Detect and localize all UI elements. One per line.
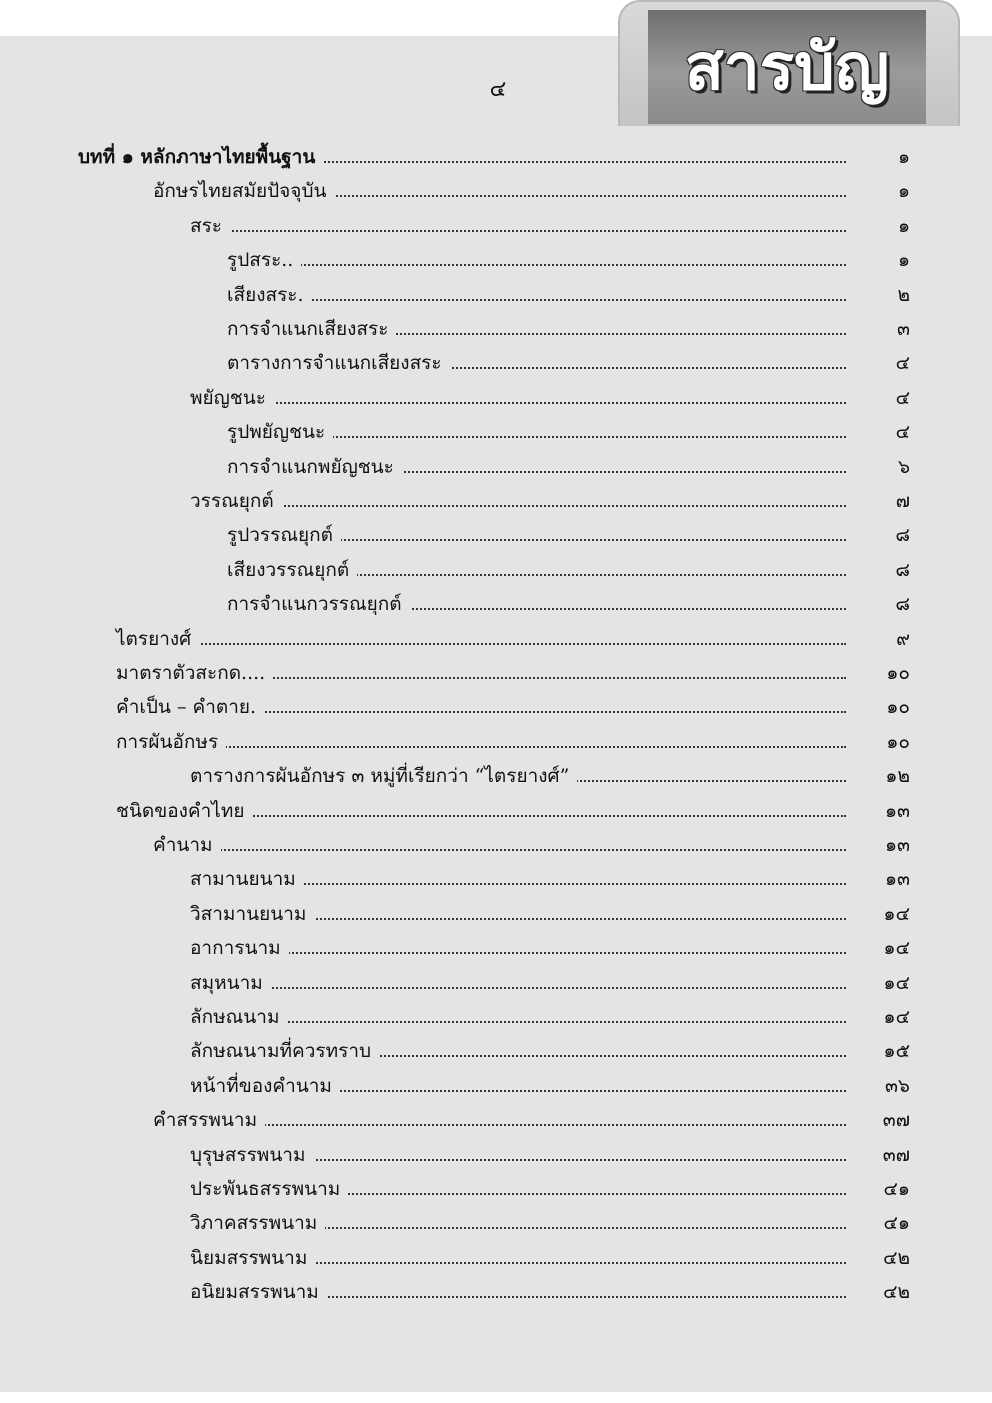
toc-entry bbox=[0, 1071, 992, 1101]
toc-entry-page: ๔๒ bbox=[883, 1246, 910, 1269]
toc-entry bbox=[0, 933, 992, 963]
toc-entry bbox=[0, 899, 992, 929]
toc-entry-label: พยัญชนะ bbox=[190, 383, 274, 413]
toc-entry-label: คำนาม bbox=[153, 830, 221, 860]
toc-entry-page: ๓๖ bbox=[884, 1074, 910, 1097]
dot-leader bbox=[163, 849, 846, 851]
toc-entry-label: อาการนาม bbox=[190, 933, 289, 963]
toc-entry-label: สมุหนาม bbox=[190, 968, 271, 998]
toc-entry-page: ๑๓ bbox=[884, 868, 910, 891]
toc-entry bbox=[0, 727, 992, 757]
toc-entry-label: การจำแนกวรรณยุกต์ bbox=[227, 589, 410, 619]
toc-entry-label: วรรณยุกต์ bbox=[190, 486, 282, 516]
toc-entry bbox=[0, 314, 992, 344]
toc-entry-label: บุรุษสรรพนาม bbox=[190, 1140, 314, 1170]
toc-entry bbox=[0, 692, 992, 722]
toc-entry-page: ๑๔ bbox=[883, 1006, 910, 1028]
dot-leader bbox=[237, 264, 846, 266]
toc-entry bbox=[0, 383, 992, 413]
dot-leader bbox=[163, 1124, 846, 1126]
toc-entry-page: ๓๗ bbox=[882, 1143, 910, 1166]
toc-entry-page: ๔ bbox=[895, 386, 910, 409]
toc-entry-page: ๑๔ bbox=[883, 937, 910, 960]
toc-entry-page: ๘ bbox=[895, 524, 910, 547]
toc-entry-label: ตารางการจำแนกเสียงสระ bbox=[227, 348, 450, 378]
toc-entry bbox=[0, 417, 992, 447]
toc-entry-label: บทที่ ๑ หลักภาษาไทยพื้นฐาน bbox=[78, 142, 323, 172]
dot-leader bbox=[200, 402, 846, 404]
toc-entry-label: รูปวรรณยุกต์ bbox=[227, 520, 341, 550]
toc-entry-label: หน้าที่ของคำนาม bbox=[190, 1071, 340, 1101]
toc-entry bbox=[0, 1036, 992, 1066]
toc-entry-page: ๑๓ bbox=[884, 834, 910, 856]
toc-entry bbox=[0, 1140, 992, 1170]
toc-entry bbox=[0, 520, 992, 550]
toc-entry-page: ๑ bbox=[897, 146, 910, 168]
toc-entry bbox=[0, 176, 992, 206]
toc-entry-label: ลักษณนาม bbox=[190, 1002, 287, 1032]
toc-entry bbox=[0, 624, 992, 654]
dot-leader bbox=[200, 505, 846, 507]
toc-entry bbox=[0, 142, 992, 172]
toc-entry bbox=[0, 1002, 992, 1032]
toc-entry-label: อักษรไทยสมัยปัจจุบัน bbox=[153, 176, 335, 206]
toc-entry-label: อนิยมสรรพนาม bbox=[190, 1277, 327, 1307]
toc-entry bbox=[0, 658, 992, 688]
toc-entry-label: การจำแนกพยัญชนะ bbox=[227, 452, 402, 482]
dot-leader bbox=[200, 230, 846, 232]
toc-entry-label: สามานยนาม bbox=[190, 864, 304, 894]
toc-entry-label: ตารางการผันอักษร ๓ หมู่ที่เรียกว่า “ไตรยางศ์” bbox=[190, 761, 577, 791]
toc-entry bbox=[0, 864, 992, 894]
dot-leader bbox=[237, 299, 846, 301]
toc-entry bbox=[0, 761, 992, 791]
toc-entry bbox=[0, 830, 992, 860]
toc-entry-label: ไตรยางศ์ bbox=[116, 624, 199, 654]
toc-entry bbox=[0, 452, 992, 482]
toc-entry-page: ๑๓ bbox=[884, 799, 910, 822]
toc-entry-page: ๑ bbox=[897, 214, 910, 237]
toc-entry-label: เสียงสระ. bbox=[227, 280, 312, 310]
dot-leader bbox=[200, 1021, 846, 1023]
toc-entry bbox=[0, 245, 992, 275]
toc-entry bbox=[0, 555, 992, 585]
toc-entry-page: ๑๐ bbox=[886, 696, 910, 719]
toc-entry bbox=[0, 280, 992, 310]
toc-entry-page: ๙ bbox=[896, 627, 910, 650]
toc-entry-page: ๑ bbox=[897, 180, 910, 203]
toc-entry-page: ๒ bbox=[897, 283, 910, 306]
toc-entry bbox=[0, 1105, 992, 1135]
dot-leader bbox=[200, 987, 846, 989]
toc-entry-page: ๑๒ bbox=[885, 765, 910, 788]
toc-entry-page: ๓ bbox=[897, 318, 910, 340]
page-number: ๔ bbox=[489, 77, 507, 102]
toc-entry-page: ๘ bbox=[895, 558, 910, 581]
toc-entry-page: ๑๔ bbox=[883, 971, 910, 994]
toc-entry-label: นิยมสรรพนาม bbox=[190, 1243, 315, 1273]
toc-entry-label: การผันอักษร bbox=[116, 727, 226, 757]
toc-entry bbox=[0, 1174, 992, 1204]
dot-leader bbox=[126, 643, 846, 645]
toc-entry-label: ชนิดของคำไทย bbox=[116, 796, 253, 826]
toc-entry bbox=[0, 1208, 992, 1238]
page-title: สารบัญ bbox=[684, 31, 890, 105]
toc-entry-label: รูปพยัญชนะ bbox=[227, 417, 333, 447]
toc-entry-label: คำเป็น – คำตาย. bbox=[116, 692, 264, 722]
toc-entry-label: มาตราตัวสะกด.... bbox=[116, 658, 273, 688]
toc-entry bbox=[0, 486, 992, 516]
toc-entry bbox=[0, 968, 992, 998]
toc-entry-page: ๑๔ bbox=[883, 902, 910, 925]
toc-entry-label: ประพันธสรรพนาม bbox=[190, 1174, 348, 1204]
toc-entry bbox=[0, 1243, 992, 1273]
toc-entry-page: ๑ bbox=[897, 249, 910, 272]
toc-entry-label: ลักษณนามที่ควรทราบ bbox=[190, 1036, 379, 1066]
dot-leader bbox=[200, 952, 846, 954]
toc-entry-page: ๑๕ bbox=[883, 1040, 910, 1063]
toc-entry-page: ๔๑ bbox=[883, 1212, 910, 1235]
toc-entry-label: คำสรรพนาม bbox=[153, 1105, 265, 1135]
toc-entry-page: ๗ bbox=[895, 490, 910, 512]
toc-entry-label: สระ bbox=[190, 211, 230, 241]
toc-entry-page: ๘ bbox=[895, 593, 910, 616]
toc-entry-label: วิภาคสรรพนาม bbox=[190, 1208, 325, 1238]
toc-entry-page: ๔ bbox=[895, 421, 910, 444]
toc-entry bbox=[0, 348, 992, 378]
toc-entry-page: ๔ bbox=[895, 352, 910, 375]
toc-entry-page: ๑๐ bbox=[886, 730, 910, 753]
toc-entry-page: ๑๐ bbox=[886, 662, 910, 684]
toc-entry-label: วิสามานยนาม bbox=[190, 899, 314, 929]
toc-entry-label: รูปสระ.. bbox=[227, 245, 301, 275]
toc-entry-label: เสียงวรรณยุกต์ bbox=[227, 555, 357, 585]
toc-entry-page: ๔๒ bbox=[883, 1281, 910, 1304]
dot-leader bbox=[126, 746, 846, 748]
toc-entry-page: ๔๑ bbox=[883, 1178, 910, 1200]
toc-entry bbox=[0, 589, 992, 619]
toc-entry-page: ๖ bbox=[897, 455, 910, 478]
toc-entry-label: การจำแนกเสียงสระ bbox=[227, 314, 396, 344]
toc-entry bbox=[0, 796, 992, 826]
toc-entry-page: ๓๗ bbox=[882, 1109, 910, 1132]
toc-entry bbox=[0, 1277, 992, 1307]
toc-entry bbox=[0, 211, 992, 241]
